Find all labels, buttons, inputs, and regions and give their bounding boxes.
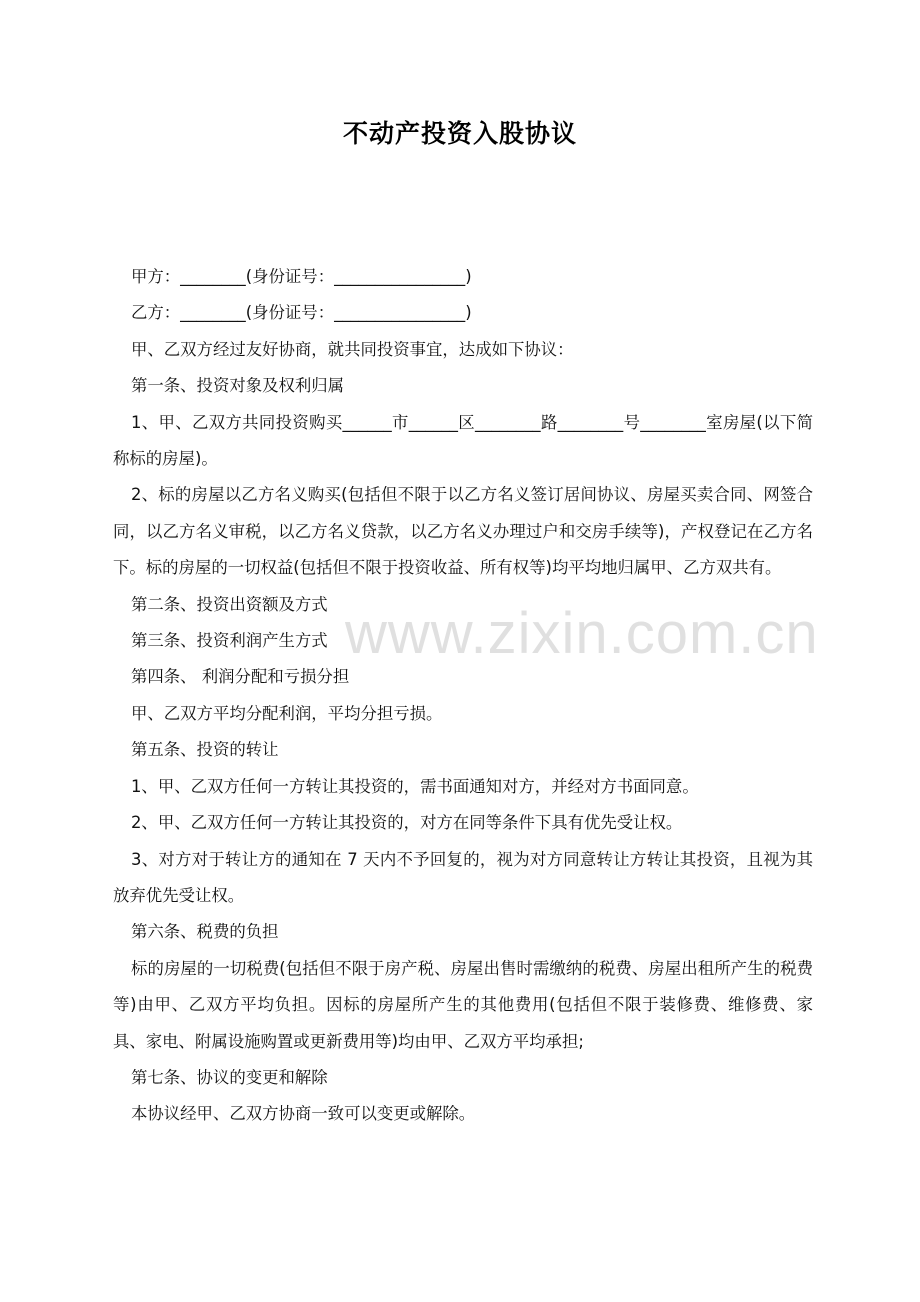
article-5-clause-1: 1、甲、乙双方任何一方转让其投资的，需书面通知对方，并经对方书面同意。 — [131, 776, 699, 796]
document-body — [113, 259, 813, 1133]
article-7-clause: 本协议经甲、乙双方协商一致可以变更或解除。 — [131, 1104, 476, 1124]
preamble: 甲、乙双方经过友好协商，就共同投资事宜，达成如下协议： — [131, 339, 574, 359]
party-b-line: 乙方：________(身份证号：________________) — [131, 303, 472, 323]
article-1-clause-2: 2、标的房屋以乙方名义购买(包括但不限于以乙方名义签订居间协议、房屋买卖合同、网签合同，以乙方名义审税，以乙方名义贷款，以乙方名义办理过户和交房手续等)，产权登记在乙方名下。标的房屋的一切权益(包括但不限于投资收益、所有权等)均平均地归属甲、乙方双共有。 — [113, 485, 813, 578]
article-1-heading: 第一条、投资对象及权利归属 — [131, 376, 345, 396]
article-4-clause: 甲、乙双方平均分配利润，平均分担亏损。 — [131, 703, 443, 723]
article-5-clause-3: 3、对方对于转让方的通知在 7 天内不予回复的，视为对方同意转让方转让其投资，且视为其放弃优先受让权。 — [113, 849, 813, 905]
article-1-clause-1: 1、甲、乙双方共同投资购买______市______区________路________号________室房屋(以下简称标的房屋)。 — [113, 412, 813, 469]
watermark-text: www.zixin.com.cn — [345, 601, 819, 666]
article-4-heading: 第四条、 利润分配和亏损分担 — [131, 667, 350, 687]
article-7-heading: 第七条、协议的变更和解除 — [131, 1067, 328, 1087]
article-3-heading: 第三条、投资利润产生方式 — [131, 631, 328, 651]
article-5-heading: 第五条、投资的转让 — [131, 740, 279, 760]
article-5-clause-2: 2、甲、乙双方任何一方转让其投资的，对方在同等条件下具有优先受让权。 — [131, 813, 683, 833]
article-2-heading: 第二条、投资出资额及方式 — [131, 594, 328, 614]
article-6-heading: 第六条、税费的负担 — [131, 922, 279, 942]
document-title: 不动产投资入股协议 — [342, 119, 577, 148]
party-a-line: 甲方：________(身份证号：________________) — [131, 267, 472, 286]
article-6-clause: 标的房屋的一切税费(包括但不限于房产税、房屋出售时需缴纳的税费、房屋出租所产生的税费等)由甲、乙双方平均负担。因标的房屋所产生的其他费用(包括但不限于装修费、维修费、家具、家电、附属设施购置或更新费用等)均由甲、乙双方平均承担; — [113, 958, 813, 1051]
